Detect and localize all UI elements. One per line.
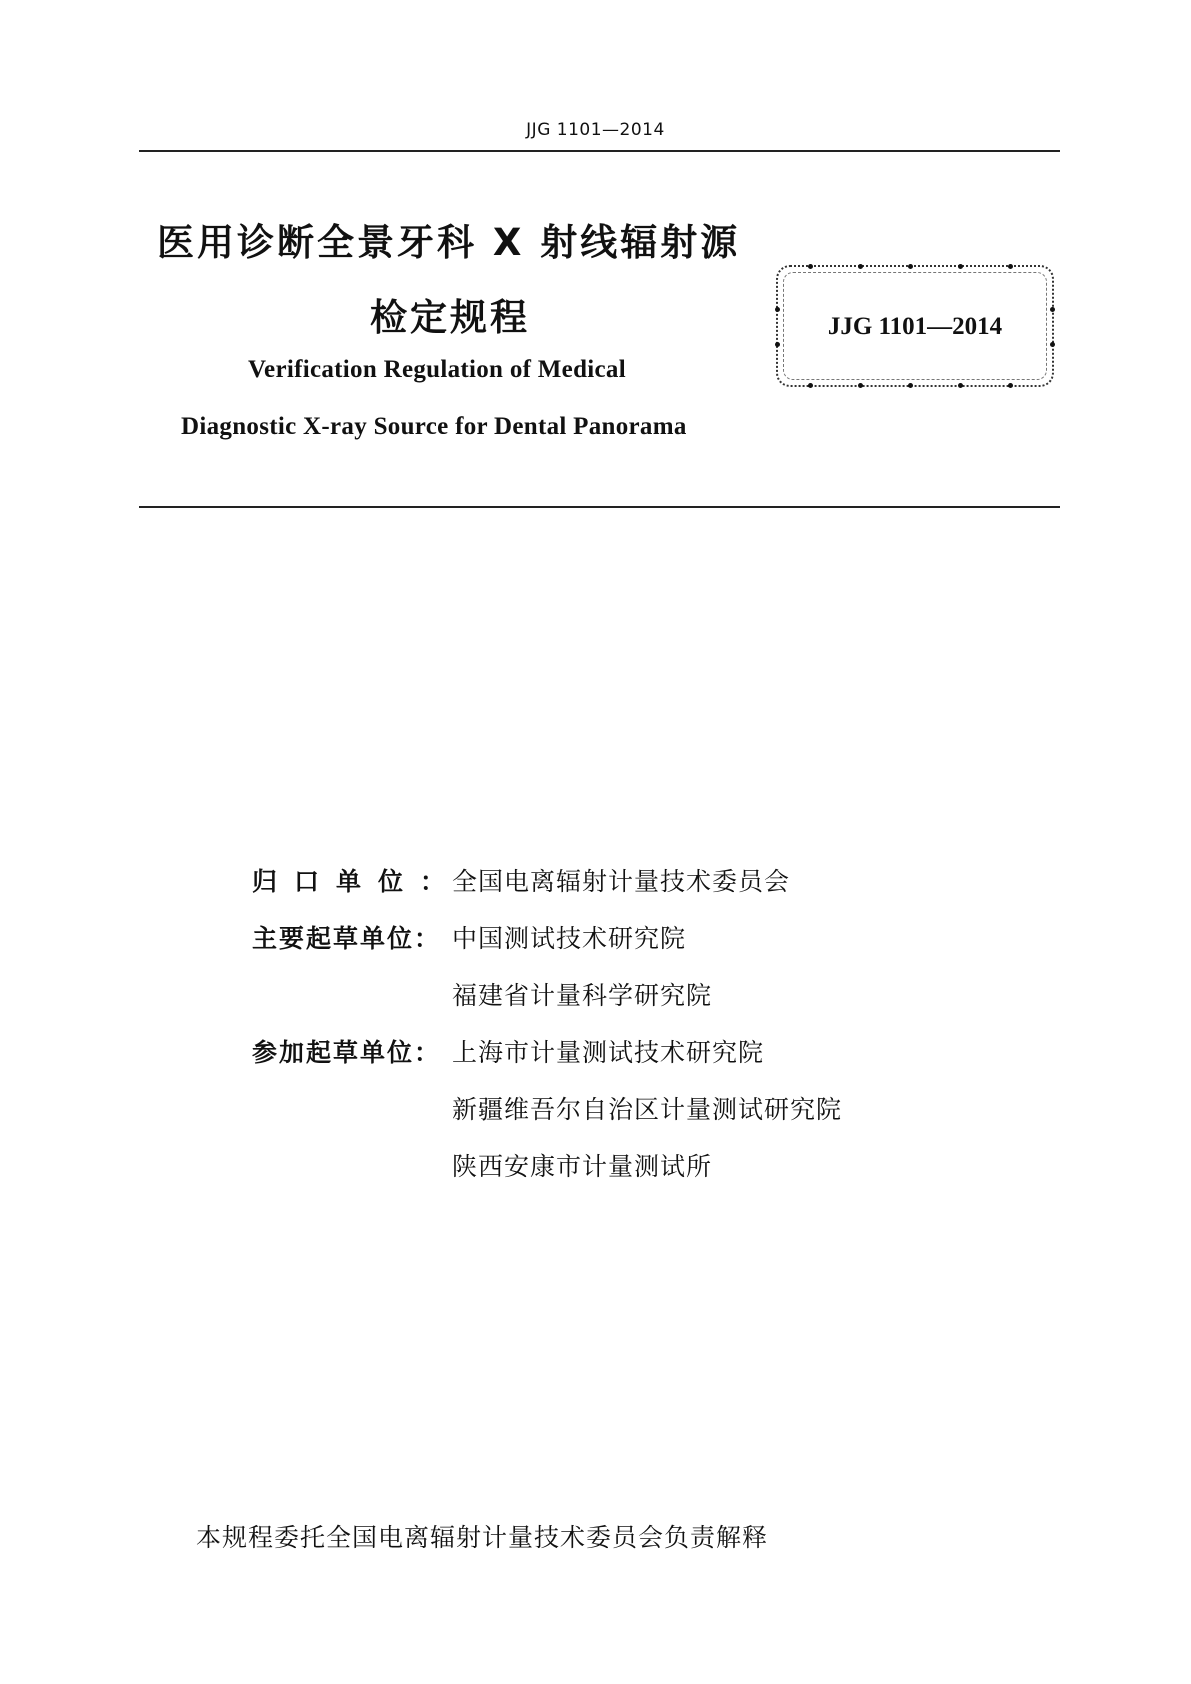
org-value: 上海市计量测试技术研究院 xyxy=(452,1038,765,1067)
standard-code: JJG 1101—2014 xyxy=(827,313,1003,340)
english-title-line-2: Diagnostic X-ray Source for Dental Panorama xyxy=(181,413,687,440)
org-value: 中国测试技术研究院 xyxy=(452,924,687,953)
border-ornament-dot xyxy=(1008,264,1013,269)
border-ornament-dot xyxy=(1008,383,1013,388)
org-value: 新疆维吾尔自治区计量测试研究院 xyxy=(452,1095,843,1124)
border-ornament-dot xyxy=(858,264,863,269)
border-ornament-dot xyxy=(858,383,863,388)
chinese-title-line-1: 医用诊断全景牙科 X 射线辐射源 xyxy=(157,221,741,264)
border-ornament-dot xyxy=(958,264,963,269)
org-row-participating xyxy=(0,1033,1191,1067)
border-ornament-dot xyxy=(958,383,963,388)
org-value: 陕西安康市计量测试所 xyxy=(452,1152,713,1181)
org-row-participating-cont xyxy=(0,1090,1191,1124)
border-ornament-dot xyxy=(1050,342,1055,347)
top-rule xyxy=(139,150,1060,152)
org-row-main-drafting-cont xyxy=(0,976,1191,1010)
org-row-main-drafting xyxy=(0,919,1191,953)
border-ornament-dot xyxy=(808,383,813,388)
border-ornament-dot xyxy=(1050,307,1055,312)
border-ornament-dot xyxy=(775,307,780,312)
chinese-title-line-2: 检定规程 xyxy=(370,296,530,339)
english-title-line-1: Verification Regulation of Medical xyxy=(248,356,626,383)
interpretation-note: 本规程委托全国电离辐射计量技术委员会负责解释 xyxy=(196,1523,769,1552)
border-ornament-dot xyxy=(808,264,813,269)
org-row-participating-cont xyxy=(0,1147,1191,1181)
org-label-participating: 参加起草单位： xyxy=(252,1038,442,1067)
border-ornament-dot xyxy=(908,383,913,388)
border-ornament-dot xyxy=(775,342,780,347)
org-label-responsible: 归口单位： xyxy=(252,867,463,896)
running-header-code: JJG 1101—2014 xyxy=(526,120,665,140)
org-value: 福建省计量科学研究院 xyxy=(452,981,713,1010)
org-label-main-drafting: 主要起草单位： xyxy=(252,924,442,953)
org-value: 全国电离辐射计量技术委员会 xyxy=(452,867,791,896)
standard-code-box xyxy=(776,265,1054,387)
border-ornament-dot xyxy=(908,264,913,269)
bottom-rule xyxy=(139,506,1060,508)
org-row-responsible xyxy=(0,862,1191,896)
